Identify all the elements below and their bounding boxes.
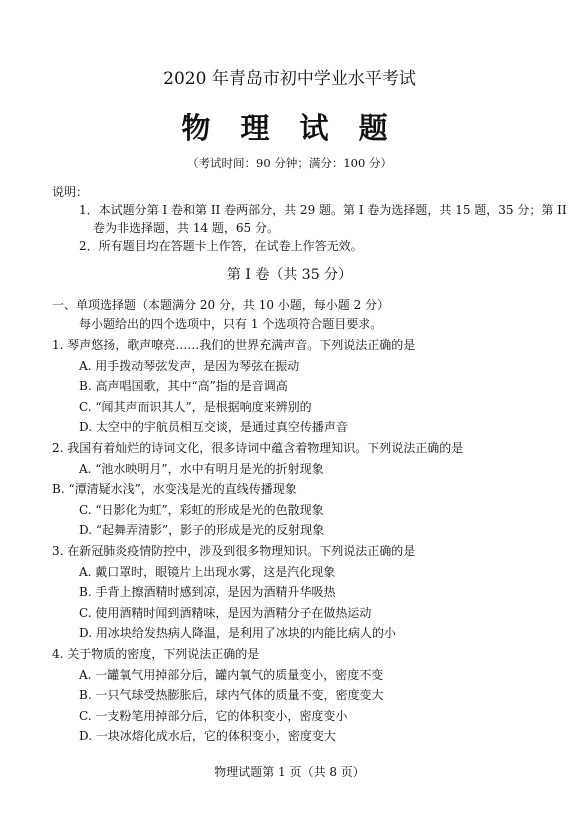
question-option: B. 手背上擦酒精时感到凉，是因为酒精升华吸热	[79, 585, 336, 599]
question-option: C. 一支粉笔用掉部分后，它的体积变小，密度变小	[79, 709, 348, 723]
question-option: B. “潭清疑水浅”，水变浅是光的直线传播现象	[52, 482, 297, 496]
question-option: D. 用冰块给发热病人降温，是利用了冰块的内能比病人的小	[79, 626, 396, 640]
question-option: B. 高声唱国歌，其中“高”指的是音调高	[79, 379, 288, 393]
page-footer: 物理试题第 1 页（共 8 页）	[214, 765, 365, 779]
question-option: D. 太空中的宇航员相互交谈，是通过真空传播声音	[79, 420, 348, 434]
question-option: D. “起舞弄清影”，影子的形成是光的反射现象	[79, 523, 325, 537]
question-option: B. 一只气球受热膨胀后，球内气体的质量不变，密度变大	[79, 688, 384, 702]
question-option: A. “池水映明月”，水中有明月是光的折射现象	[79, 462, 324, 476]
question-option: A. 用手拨动琴弦发声，是因为琴弦在振动	[79, 359, 300, 373]
question-option: C. “闻其声而识其人”，是根据响度来辨别的	[79, 400, 312, 414]
question-option: C. 使用酒精时闻到酒精味，是因为酒精分子在做热运动	[79, 606, 372, 620]
question-option: C. “日影化为虹”，彩虹的形成是光的色散现象	[79, 503, 324, 517]
instruction-item: 1．本试题分第 I 卷和第 II 卷两部分，共 29 题。第 I 卷为选择题，共 15 题，35 分；第 II	[79, 203, 567, 217]
exam-time-info: （考试时间：90 分钟；满分：100 分）	[187, 156, 392, 170]
part-heading: 一、单项选择题（本题满分 20 分，共 10 小题，每小题 2 分）	[52, 298, 390, 312]
question-option: A. 戴口罩时，眼镜片上出现水雾，这是汽化现象	[79, 565, 336, 579]
exam-title: 2020 年青岛市初中学业水平考试	[163, 69, 416, 89]
question-stem: 4. 关于物质的密度，下列说法正确的是	[52, 647, 260, 661]
section-title: 第 I 卷（共 35 分）	[226, 267, 353, 283]
question-stem: 1. 琴声悠扬，歌声嘹亮……我们的世界充满声音。下列说法正确的是	[52, 338, 416, 352]
question-stem: 2. 我国有着灿烂的诗词文化，很多诗词中蕴含着物理知识。下列说法正确的是	[52, 441, 464, 455]
instruction-item: 卷为非选择题，共 14 题，65 分。	[93, 221, 279, 235]
instruction-item: 2．所有题目均在答题卡上作答，在试卷上作答无效。	[79, 239, 363, 253]
instructions-label: 说明：	[52, 185, 89, 199]
subject-title: 物 理 试 题	[181, 111, 398, 145]
part-note: 每小题给出的四个选项中，只有 1 个选项符合题目要求。	[79, 317, 383, 331]
question-stem: 3. 在新冠肺炎疫情防控中，涉及到很多物理知识。下列说法正确的是	[52, 544, 416, 558]
question-option: D. 一块冰熔化成水后，它的体积变小，密度变大	[79, 729, 336, 743]
question-option: A. 一罐氧气用掉部分后，罐内氧气的质量变小，密度不变	[79, 668, 384, 682]
